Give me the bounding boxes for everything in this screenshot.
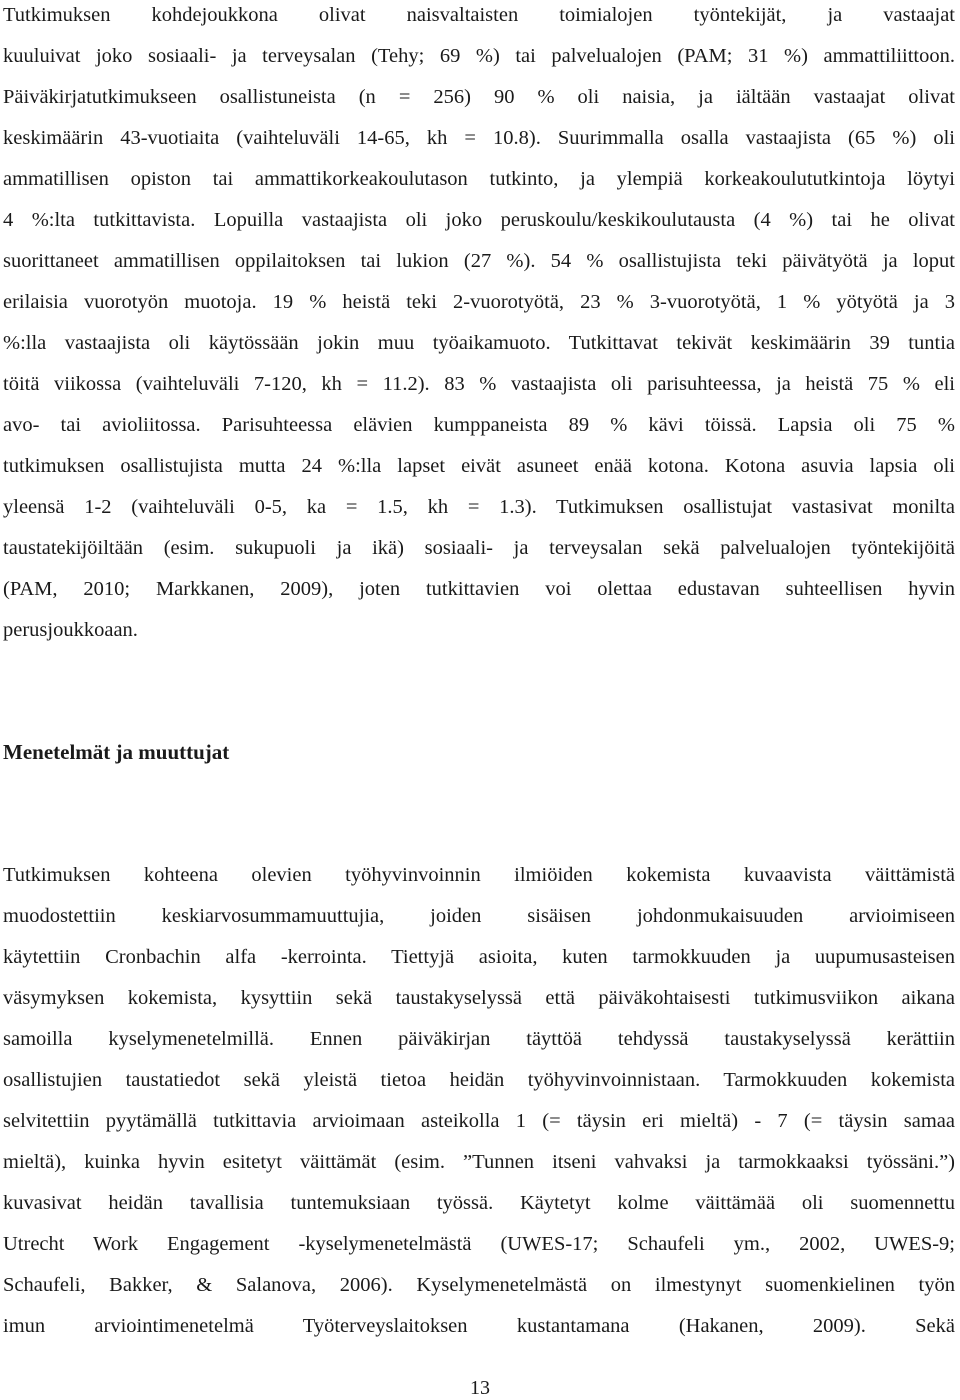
section-heading: Menetelmät ja muuttujat — [3, 740, 230, 764]
text-line: keskimäärin 43-vuotiaita (vaihteluväli 14-65, kh = 10.8). Suurimmalla osalla vastaajista (65 %) oli — [3, 127, 955, 149]
text-line: taustatekijöiltään (esim. sukupuoli ja ikä) sosiaali- ja terveysalan sekä palvelualojen työntekijöitä — [3, 537, 955, 559]
text-line: (PAM, 2010; Markkanen, 2009), joten tutkittavien voi olettaa edustavan suhteellisen hyvin — [3, 578, 955, 600]
text-line: imun arviointimenetelmä Työterveyslaitoksen kustantamana (Hakanen, 2009). Sekä — [3, 1315, 955, 1337]
text-line: Utrecht Work Engagement -kyselymenetelmästä (UWES-17; Schaufeli ym., 2002, UWES-9; — [3, 1233, 955, 1255]
text-line: selvitettiin pyytämällä tutkittavia arvioimaan asteikolla 1 (= täysin eri mieltä) - 7 (= täysin samaa — [3, 1110, 955, 1132]
text-line: Schaufeli, Bakker, & Salanova, 2006). Kyselymenetelmästä on ilmestynyt suomenkielinen työn — [3, 1274, 955, 1296]
text-line: kuvasivat heidän tavallisia tuntemuksiaan työssä. Käytetyt kolme väittämää oli suomennettu — [3, 1192, 955, 1214]
page-number: 13 — [470, 1377, 490, 1399]
text-line: Päiväkirjatutkimukseen osallistuneista (n = 256) 90 % oli naisia, ja iältään vastaajat olivat — [3, 86, 955, 108]
text-line: muodostettiin keskiarvosummamuuttujia, joiden sisäisen johdonmukaisuuden arvioimiseen — [3, 905, 955, 927]
text-line: töitä viikossa (vaihteluväli 7-120, kh = 11.2). 83 % vastaajista oli parisuhteessa, ja heistä 75 % eli — [3, 373, 955, 395]
text-line: käytettiin Cronbachin alfa -kerrointa. Tiettyjä asioita, kuten tarmokkuuden ja uupumusasteisen — [3, 946, 955, 968]
text-line: avo- tai avioliitossa. Parisuhteessa elävien kumppaneista 89 % kävi töissä. Lapsia oli 75 % — [3, 414, 955, 436]
text-line: osallistujien taustatiedot sekä yleistä tietoa heidän työhyvinvoinnistaan. Tarmokkuuden kokemista — [3, 1069, 955, 1091]
text-line: %:lla vastaajista oli käytössään jokin muu työaikamuoto. Tutkittavat tekivät keskimäärin 39 tuntia — [3, 332, 955, 354]
text-line: perusjoukkoaan. — [3, 619, 138, 641]
text-line: 4 %:lta tutkittavista. Lopuilla vastaajista oli joko peruskoulu/keskikoulutausta (4 %) tai he olivat — [3, 209, 955, 231]
text-line: väsymyksen kokemista, kysyttiin sekä taustakyselyssä että päiväkohtaisesti tutkimusviikon aikana — [3, 987, 955, 1009]
text-line: ammatillisen opiston tai ammattikorkeakoulutason tutkinto, ja ylempiä korkeakoulututkintoja löytyi — [3, 168, 955, 190]
text-line: yleensä 1-2 (vaihteluväli 0-5, ka = 1.5, kh = 1.3). Tutkimuksen osallistujat vastasivat monilta — [3, 496, 955, 518]
text-line: suorittaneet ammatillisen oppilaitoksen tai lukion (27 %). 54 % osallistujista teki päivätyötä ja loput — [3, 250, 955, 272]
text-line: tutkimuksen osallistujista mutta 24 %:lla lapset eivät asuneet enää kotona. Kotona asuvia lapsia oli — [3, 455, 955, 477]
text-line: kuuluivat joko sosiaali- ja terveysalan (Tehy; 69 %) tai palvelualojen (PAM; 31 %) ammattiliittoon. — [3, 45, 955, 67]
text-line: samoilla kyselymenetelmillä. Ennen päiväkirjan täyttöä tehdyssä taustakyselyssä kerättiin — [3, 1028, 955, 1050]
text-line: mieltä), kuinka hyvin esitetyt väittämät (esim. ”Tunnen itseni vahvaksi ja tarmokkaaksi työssäni.”) — [3, 1151, 955, 1173]
text-line: Tutkimuksen kohdejoukkona olivat naisvaltaisten toimialojen työntekijät, ja vastaajat — [3, 4, 955, 26]
text-line: Tutkimuksen kohteena olevien työhyvinvoinnin ilmiöiden kokemista kuvaavista väittämistä — [3, 864, 955, 886]
text-line: erilaisia vuorotyön muotoja. 19 % heistä teki 2-vuorotyötä, 23 % 3-vuorotyötä, 1 % yötyötä ja 3 — [3, 291, 955, 313]
